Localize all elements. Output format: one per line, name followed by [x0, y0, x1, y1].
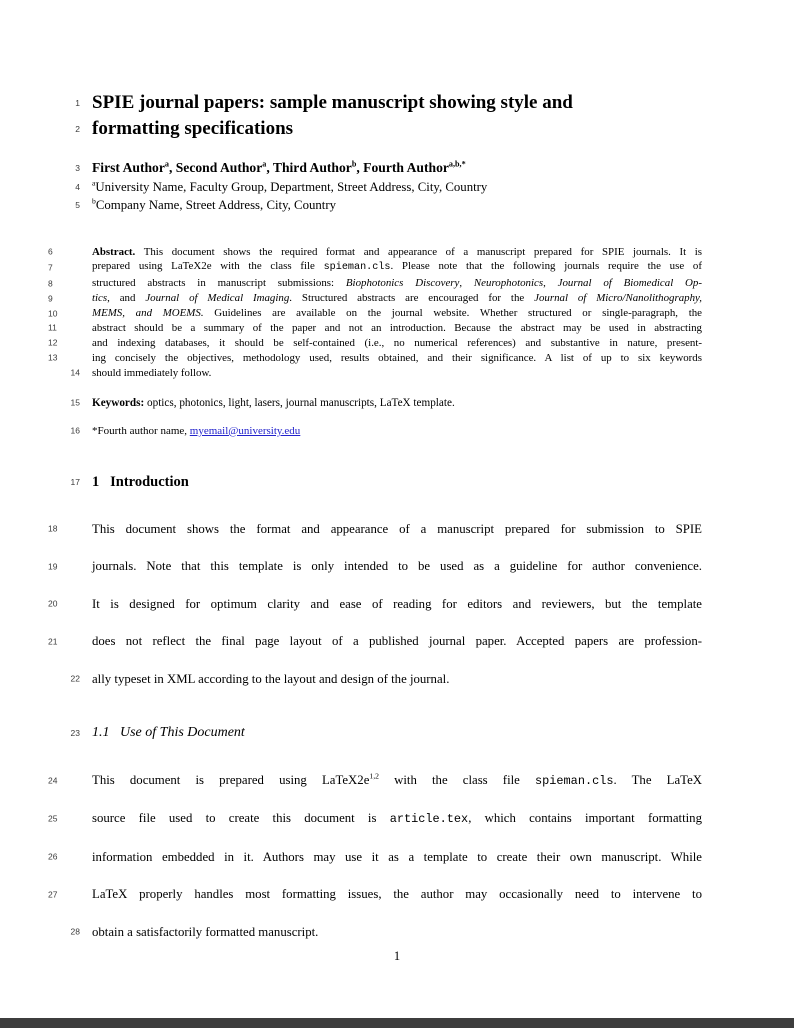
doc-line [48, 306, 703, 321]
keywords-line [70, 396, 702, 411]
line-text [92, 322, 702, 334]
doc-line [70, 366, 702, 381]
section-heading-introduction [70, 473, 702, 491]
line-number: 2 [75, 124, 80, 134]
line-text [92, 887, 702, 901]
line-number: 4 [75, 181, 80, 192]
text-segment: . Please note that the following journals require the use of [390, 260, 702, 273]
line-number: 26 [48, 851, 58, 862]
line-number: 10 [48, 308, 58, 319]
text-segment: journals. Note that this template is only intended to be used as a guideline for author convenience. [92, 559, 702, 574]
text-segment: , [459, 277, 474, 290]
superscript: a [262, 159, 267, 169]
text-segment: . Structured abstracts are encouraged for the [289, 292, 535, 305]
superscript: 1,2 [369, 771, 379, 781]
line-text [92, 260, 702, 272]
doc-line [48, 810, 702, 828]
doc-line [48, 259, 702, 276]
line-number: 19 [48, 561, 58, 572]
subsection-heading-use-of-this-document [70, 724, 702, 742]
text-segment: First Author [92, 160, 165, 175]
doc-line [48, 633, 702, 650]
line-number: 24 [48, 775, 58, 786]
line-number: 21 [48, 636, 58, 647]
doc-line [48, 558, 702, 575]
line-text [92, 773, 702, 787]
text-segment: Journal of Medical Imaging [145, 292, 290, 305]
text-segment: and indexing databases, it should be self-contained (i.e., no numerical references) and substantive in nature, present- [92, 336, 702, 349]
line-number: 7 [48, 262, 53, 273]
text-segment: Company Name, Street Address, City, Country [95, 198, 336, 212]
line-text [92, 307, 702, 319]
line-text [92, 811, 702, 825]
text-segment: This document is prepared using LaTeX2e [92, 772, 370, 787]
line-number: 6 [48, 246, 53, 257]
text-segment: Journal of Micro/Nanolithography, [534, 292, 702, 305]
line-text [92, 850, 702, 864]
use-of-document-paragraph [48, 771, 702, 941]
text-segment: 1 Introduction [92, 473, 189, 490]
text-segment: Keywords: [92, 396, 145, 409]
line-text [92, 246, 702, 258]
text-segment: This document shows the required format and appearance of a manuscript prepared for SPIE journals. It is [135, 245, 702, 258]
line-text [92, 397, 455, 409]
intro-paragraph [48, 521, 702, 688]
doc-line [48, 771, 702, 790]
line-number: 23 [70, 727, 80, 738]
document-content [48, 90, 703, 941]
text-segment: information embedded in it. Authors may use it as a template to create their own manuscript. While [92, 849, 702, 864]
line-number: 13 [48, 352, 58, 363]
superscript: a,b,* [448, 159, 466, 169]
text-segment: University Name, Faculty Group, Department, Street Address, City, Country [95, 179, 488, 194]
author-footnote [70, 424, 702, 439]
doc-line [48, 291, 702, 306]
text-segment: obtain a satisfactorily formatted manuscript. [92, 924, 319, 939]
text-segment: structured abstracts in manuscript submissions: [92, 277, 346, 290]
email-link[interactable]: myemail@university.edu [189, 424, 301, 437]
line-number: 14 [70, 367, 80, 378]
text-segment: This document shows the format and appearance of a manuscript prepared for submission to SPIE [92, 521, 702, 536]
doc-line [48, 849, 702, 866]
line-text [92, 160, 466, 175]
text-segment: Guidelines are available on the journal website. Whether structured or single-paragraph, the [203, 307, 703, 320]
doc-line [48, 321, 702, 336]
page-number: 1 [393, 949, 401, 963]
text-segment: . The LaTeX [613, 772, 702, 787]
doc-line [75, 196, 702, 215]
text-segment: spieman.cls [323, 262, 391, 274]
viewer-bottom-edge [0, 1018, 794, 1028]
line-number: 1 [75, 98, 80, 108]
line-text [92, 180, 487, 194]
authors-block [75, 159, 702, 215]
doc-line [75, 159, 702, 178]
doc-line [70, 724, 702, 742]
text-segment: formatting specifications [92, 118, 294, 139]
line-text [92, 425, 300, 437]
text-segment: optics, photonics, light, lasers, journal manuscripts, LaTeX template. [144, 396, 455, 409]
doc-line [48, 351, 702, 366]
text-segment: Neurophotonics [473, 277, 544, 290]
text-segment: ally typeset in XML according to the layout and design of the journal. [92, 671, 450, 686]
line-number: 9 [48, 293, 53, 304]
line-text [92, 367, 211, 379]
line-number: 28 [70, 926, 80, 937]
line-number: 25 [48, 813, 58, 824]
line-text [92, 672, 449, 686]
text-segment: , which contains important formatting [468, 811, 702, 826]
text-segment: prepared using LaTeX2e with the class file [92, 260, 324, 273]
line-number: 27 [48, 889, 58, 900]
line-number: 5 [75, 200, 80, 210]
text-segment: ing concisely the objectives, methodology used, results obtained, and their significance. A list of up to six keywords [92, 351, 702, 364]
doc-line [70, 473, 702, 491]
text-segment: article.tex [389, 812, 469, 827]
text-segment: spieman.cls [535, 773, 614, 788]
doc-line [48, 336, 702, 351]
text-segment: tics [92, 292, 108, 305]
superscript: a [92, 178, 96, 188]
line-number: 18 [48, 523, 58, 534]
line-text [92, 352, 702, 364]
text-segment: Biophotonics Discovery [345, 277, 460, 290]
text-segment: MEMS, and MOEMS. [92, 307, 204, 320]
text-segment: *Fourth author name, [92, 424, 190, 437]
doc-line [70, 424, 702, 439]
line-text [92, 92, 573, 113]
doc-line [48, 245, 702, 260]
doc-line [48, 596, 702, 613]
line-number: 16 [70, 425, 80, 436]
doc-line [48, 521, 702, 538]
text-segment: Journal of Biomedical Op- [557, 277, 702, 290]
doc-line [75, 90, 702, 116]
line-text [92, 277, 702, 289]
text-segment: LaTeX properly handles most formatting issues, the author may occasionally need to intervene to [92, 887, 702, 902]
line-text [92, 925, 318, 939]
text-segment: , and [107, 292, 146, 305]
doc-line [70, 924, 702, 941]
line-number: 8 [48, 278, 53, 289]
line-text [92, 198, 336, 212]
abstract [48, 245, 703, 381]
text-segment: , Fourth Author [356, 160, 449, 175]
paper-title [75, 90, 702, 142]
text-segment: does not reflect the final page layout of a published journal paper. Accepted papers are profession- [92, 634, 702, 649]
text-segment: Abstract. [92, 245, 136, 258]
line-number: 22 [70, 673, 80, 684]
doc-line [70, 671, 702, 688]
text-segment: should immediately follow. [92, 366, 212, 379]
line-text [92, 725, 245, 740]
superscript: b [92, 196, 96, 206]
text-segment: source file used to create this document is [92, 811, 390, 826]
text-segment: , Second Author [168, 160, 263, 175]
text-segment: 1.1 Use of This Document [92, 724, 245, 740]
doc-line [75, 116, 702, 142]
superscript: b [351, 159, 357, 169]
doc-line [48, 886, 702, 903]
doc-line [70, 396, 702, 411]
line-text [92, 597, 702, 611]
line-text [92, 559, 702, 573]
line-number: 20 [48, 598, 58, 609]
line-text [92, 118, 293, 139]
line-number: 17 [70, 476, 80, 487]
line-number: 15 [70, 397, 80, 408]
text-segment: It is designed for optimum clarity and ease of reading for editors and reviewers, but the template [92, 596, 702, 611]
text-segment: , [543, 277, 558, 290]
line-text [92, 522, 702, 536]
line-text [92, 634, 702, 648]
superscript: a [164, 159, 169, 169]
text-segment: with the class file [378, 772, 535, 787]
doc-line [48, 276, 702, 291]
line-text [92, 337, 702, 349]
line-text [92, 474, 189, 490]
line-text [92, 292, 702, 304]
text-segment: , Third Author [266, 160, 352, 175]
text-segment: SPIE journal papers: sample manuscript showing style and [92, 92, 573, 113]
line-number: 12 [48, 337, 58, 348]
text-segment: abstract should be a summary of the paper and not an introduction. Because the abstract may be used in abstracting [92, 322, 702, 335]
doc-line [75, 178, 702, 197]
line-number: 3 [75, 163, 80, 173]
line-number: 11 [48, 323, 57, 334]
